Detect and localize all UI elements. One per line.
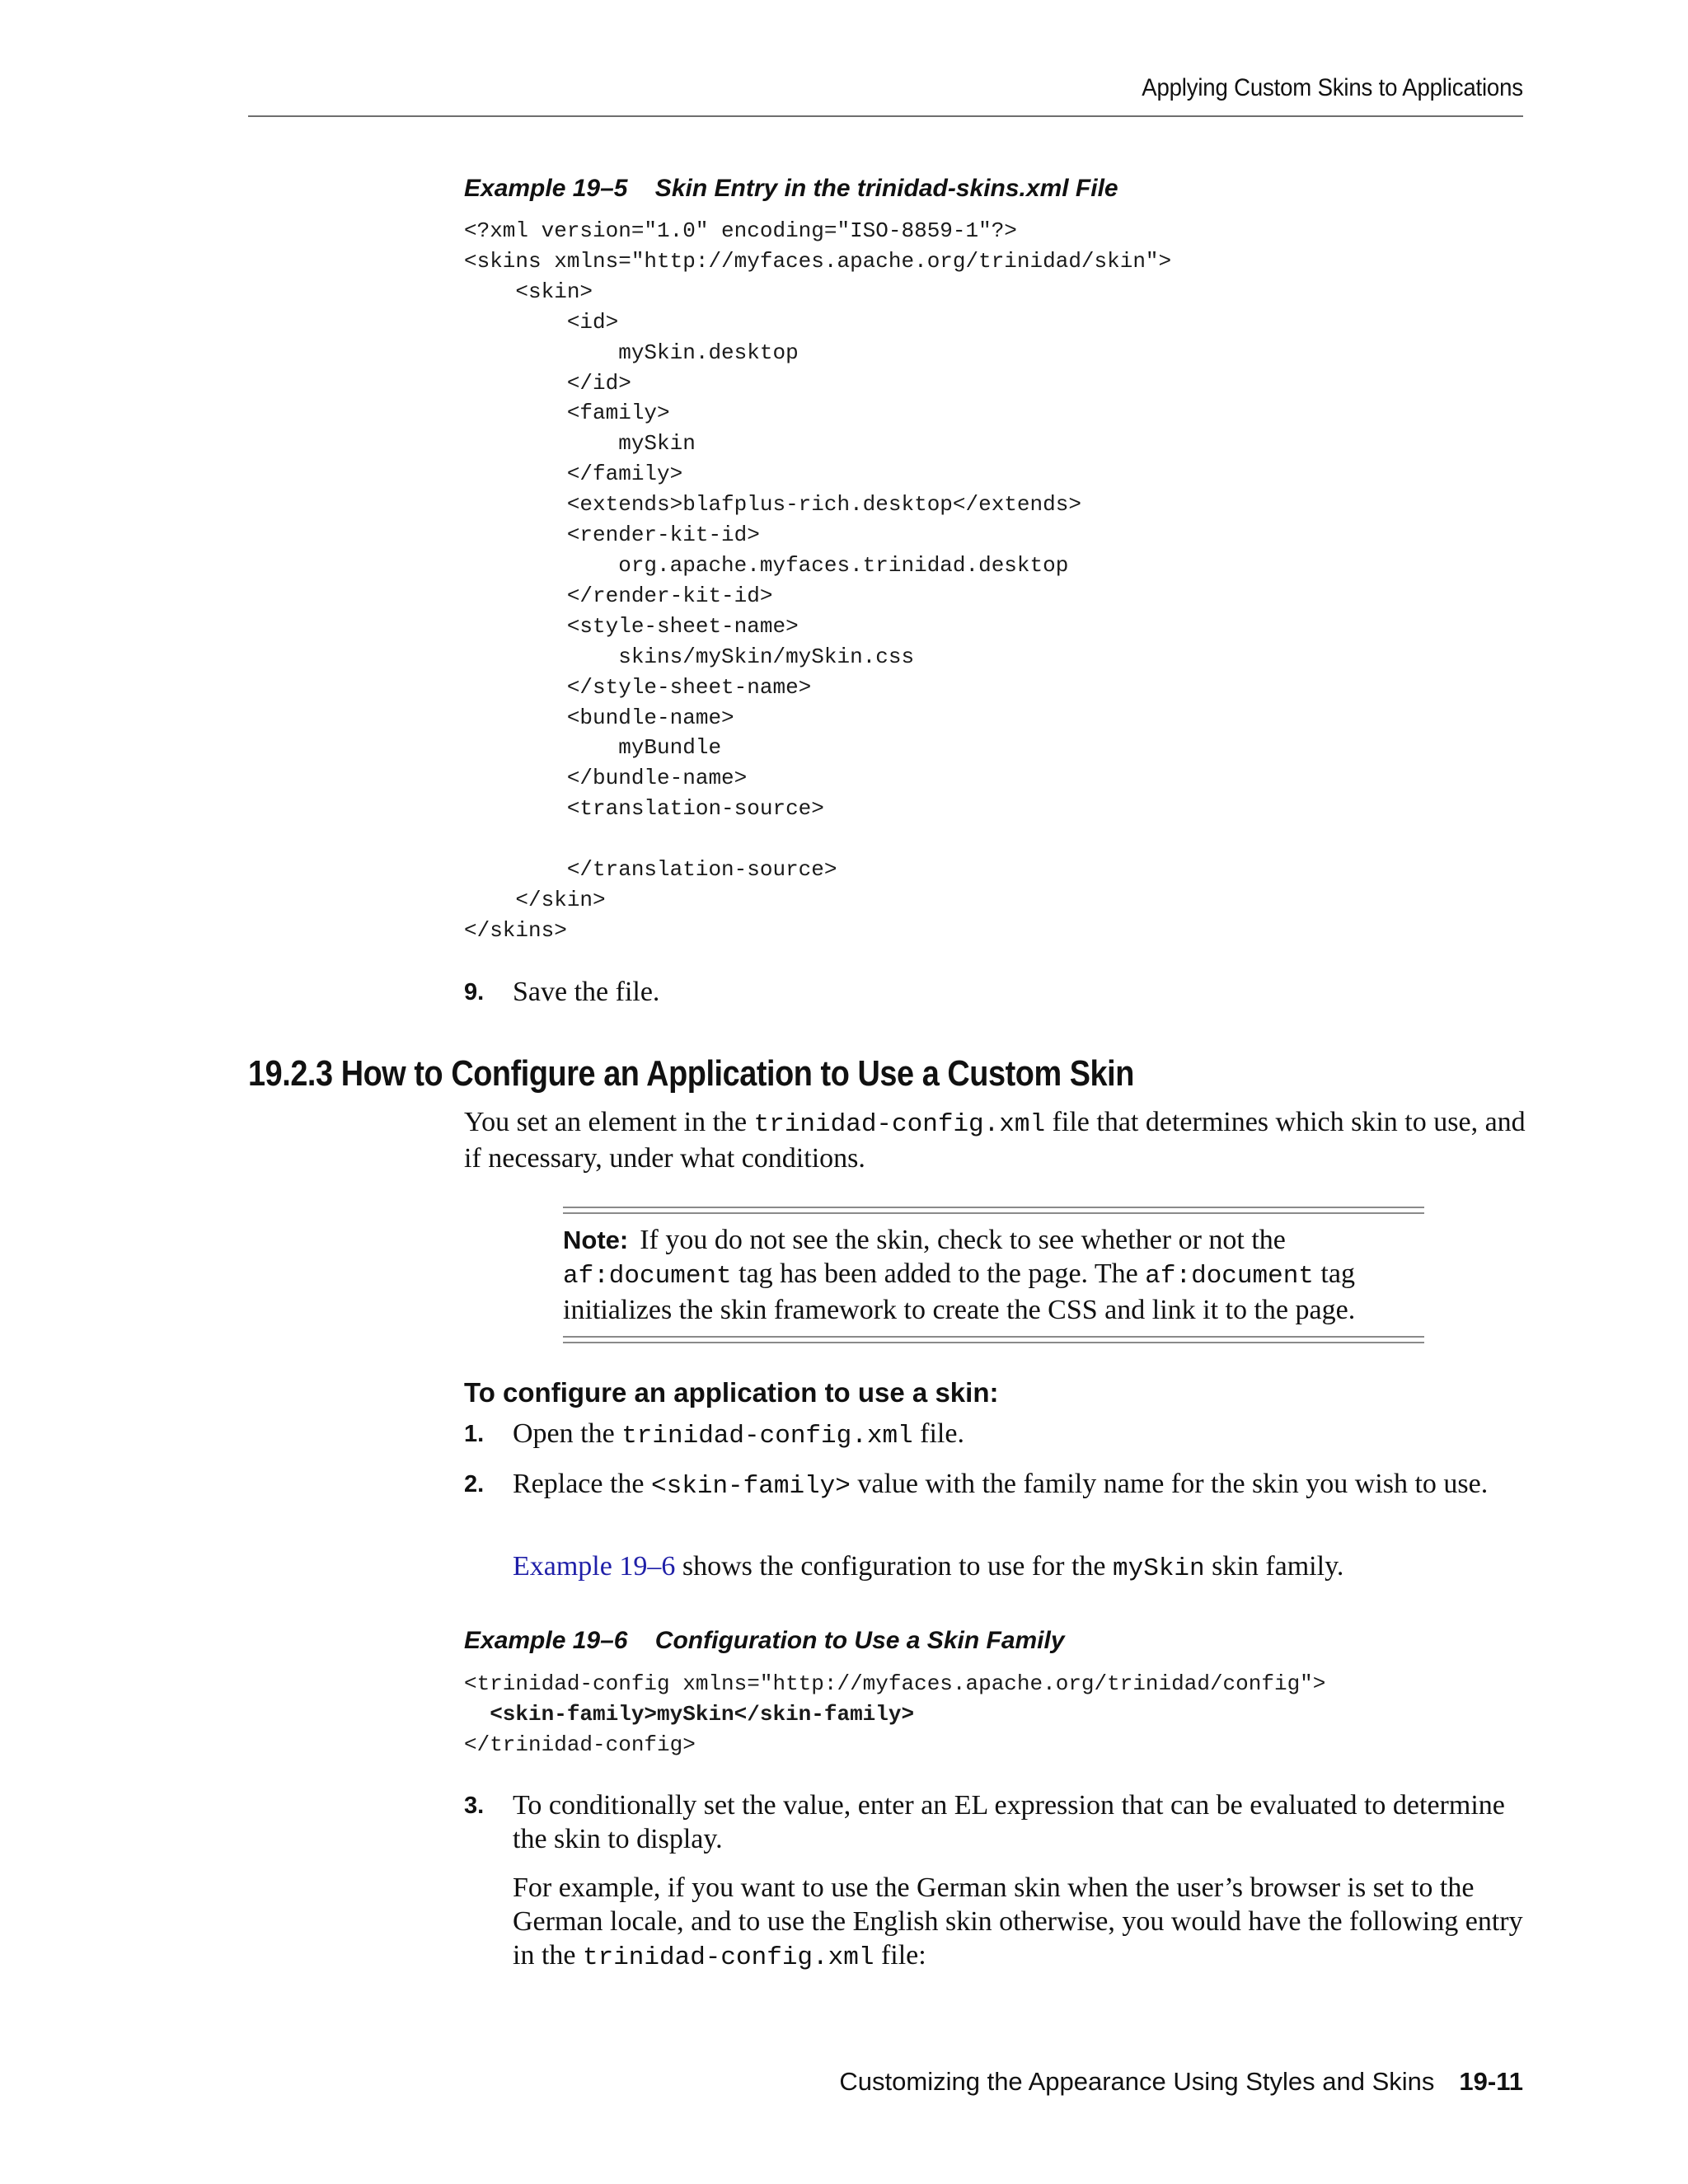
step-1-code: trinidad-config.xml bbox=[621, 1422, 913, 1451]
running-header: Applying Custom Skins to Applications bbox=[1142, 74, 1523, 101]
note-code-1: af:document bbox=[563, 1262, 732, 1291]
example-19-6-line-3: </trinidad-config> bbox=[464, 1732, 696, 1757]
step-2-sub-code: mySkin bbox=[1113, 1554, 1205, 1583]
step-2-subparagraph bbox=[513, 1549, 1526, 1586]
section-intro bbox=[464, 1105, 1527, 1175]
procedure-title: To configure an application to use a skin: bbox=[464, 1377, 999, 1408]
step-2-number: 2. bbox=[464, 1471, 485, 1497]
section-title: 19.2.3 How to Configure an Application to Use a Custom Skin bbox=[248, 1053, 1134, 1094]
example-19-6-line-1: <trinidad-config xmlns="http://myfaces.apache.org/trinidad/config"> bbox=[464, 1671, 1326, 1696]
step-3-text: To conditionally set the value, enter an EL expression that can be evaluated to determine the skin to display. bbox=[513, 1790, 1505, 1854]
note-bottom-rule bbox=[563, 1336, 1424, 1343]
intro-text-1: You set an element in the bbox=[464, 1107, 754, 1137]
step-2-sub-after: skin family. bbox=[1204, 1551, 1344, 1582]
step-3-sub-before: For example, if you want to use the German skin when the user’s browser is set to the German locale, and to use the English skin otherwise, you would have the following entry in the bbox=[513, 1872, 1523, 1971]
header-rule bbox=[248, 115, 1523, 117]
example-19-6-link[interactable]: Example 19–6 bbox=[513, 1551, 676, 1582]
intro-code: trinidad-config.xml bbox=[753, 1110, 1046, 1139]
step-3-subparagraph bbox=[513, 1871, 1526, 1975]
page-number: 19-11 bbox=[1459, 2067, 1523, 2096]
note-label: Note: bbox=[563, 1226, 629, 1254]
step-3-sub-after: file: bbox=[874, 1940, 926, 1971]
note-text-1: If you do not see the skin, check to see whether or not the bbox=[640, 1225, 1286, 1255]
step-2-text bbox=[513, 1467, 1526, 1503]
example-19-6-caption: Example 19–6 Configuration to Use a Skin Family bbox=[464, 1627, 1065, 1654]
step-2-code: <skin-family> bbox=[651, 1472, 851, 1501]
step-2-sub-middle: shows the configuration to use for the bbox=[675, 1551, 1114, 1582]
page-footer bbox=[839, 2067, 1523, 2097]
example-19-5-code: <?xml version="1.0" encoding="ISO-8859-1"?> <skins xmlns="http://myfaces.apache.org/trinidad/skin"> <skin> <id> mySkin.desktop </id> <family> mySkin </family> <extends>blafplus-rich.desktop</extends> <render-kit-id> org.apache.myfaces.trinidad.desktop </render-kit-id> <style-sheet-name> skins/mySkin/mySkin.css </style-sheet-name> <bundle-name> myBundle </bundle-name> <translation-source> </translation-source> </skin> </skins> bbox=[464, 218, 1172, 943]
step-9-number: 9. bbox=[464, 979, 485, 1005]
note-text-3: tag initializes the skin framework to create the CSS and link it to the page. bbox=[563, 1258, 1356, 1325]
note-top-rule bbox=[563, 1207, 1424, 1214]
note-text-2: tag has been added to the page. The bbox=[731, 1258, 1146, 1289]
step-1-text bbox=[513, 1417, 1526, 1453]
footer-chapter-title: Customizing the Appearance Using Styles and Skins bbox=[839, 2067, 1435, 2096]
step-1-before: Open the bbox=[513, 1418, 622, 1449]
example-19-6-code bbox=[464, 1669, 1325, 1760]
step-9-text: Save the file. bbox=[513, 977, 660, 1007]
note-box bbox=[563, 1223, 1428, 1327]
step-2-after: value with the family name for the skin you wish to use. bbox=[850, 1469, 1489, 1499]
step-3-sub-code: trinidad-config.xml bbox=[582, 1943, 874, 1972]
intro-text-2: file that determines which skin to use, and if necessary, under what conditions. bbox=[464, 1107, 1526, 1174]
step-2-before: Replace the bbox=[513, 1469, 652, 1499]
step-1-number: 1. bbox=[464, 1421, 485, 1447]
step-3-number: 3. bbox=[464, 1793, 485, 1819]
note-code-2: af:document bbox=[1145, 1262, 1314, 1291]
step-1-after: file. bbox=[912, 1418, 964, 1449]
example-19-6-line-2: <skin-family>mySkin</skin-family> bbox=[464, 1701, 915, 1727]
example-19-5-caption: Example 19–5 Skin Entry in the trinidad-skins.xml File bbox=[464, 175, 1118, 202]
